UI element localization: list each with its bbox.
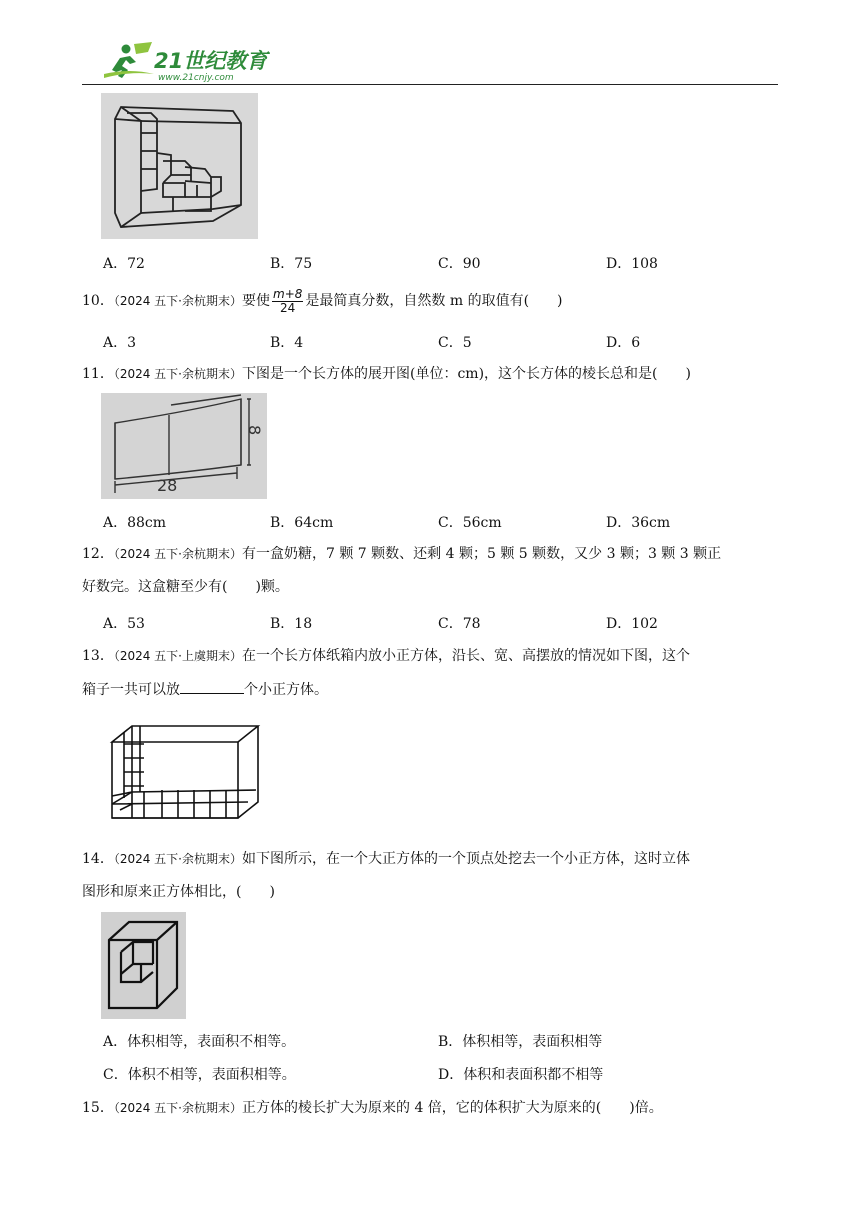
q10-source: （2024 五下·余杭期末）	[113, 294, 242, 308]
q15-number: 15．	[82, 1100, 114, 1116]
q9-figure	[101, 93, 258, 239]
q15-text: 正方体的棱长扩大为原来的 4 倍，它的体积扩大为原来的( )倍。	[242, 1100, 663, 1116]
q13-figure	[108, 722, 262, 822]
q10-option-a[interactable]: A．3	[103, 335, 137, 351]
q10-text-before: 要使	[242, 293, 270, 309]
q14-number: 14．	[82, 851, 114, 867]
q14-figure	[101, 912, 186, 1019]
q14-stem-line1	[82, 845, 690, 874]
q11-label-8: 8	[245, 425, 264, 436]
q11-text: 下图是一个长方体的展开图(单位：cm)，这个长方体的棱长总和是( )	[242, 366, 691, 382]
q14-text-line1: 如下图所示，在一个大正方体的一个顶点处挖去一个小正方体，这时立体	[242, 851, 690, 867]
q13-text-before-blank: 箱子一共可以放	[82, 682, 180, 698]
q12-number: 12．	[82, 546, 114, 562]
q10-fraction	[272, 288, 303, 315]
q10-fraction-numerator: m+8	[273, 286, 303, 301]
q14-stem-line2: 图形和原来正方体相比，( )	[82, 884, 275, 900]
q14-option-a[interactable]: A．体积相等，表面积不相等。	[103, 1034, 296, 1050]
q15-source: （2024 五下·余杭期末）	[113, 1101, 242, 1115]
q9-option-a[interactable]: A．72	[103, 256, 145, 272]
logo-main-text: 21世纪教育	[154, 49, 268, 73]
q11-number: 11．	[82, 366, 114, 382]
q14-source: （2024 五下·余杭期末）	[113, 852, 242, 866]
q11-option-b[interactable]: B．64cm	[270, 515, 334, 531]
q11-figure	[101, 393, 267, 499]
q12-option-a[interactable]: A．53	[103, 616, 145, 632]
q10-option-d[interactable]: D．6	[606, 335, 641, 351]
q10-stem	[82, 287, 563, 316]
header-divider	[82, 84, 778, 85]
q13-answer-blank[interactable]	[180, 679, 244, 694]
q13-source: （2024 五下·上虞期末）	[113, 649, 242, 663]
q13-text-line1: 在一个长方体纸箱内放小正方体，沿长、宽、高摆放的情况如下图，这个	[242, 648, 690, 664]
q14-option-c[interactable]: C．体积不相等，表面积相等。	[103, 1067, 296, 1083]
q12-option-d[interactable]: D．102	[606, 616, 658, 632]
q11-option-d[interactable]: D．36cm	[606, 515, 671, 531]
q13-text-after-blank: 个小正方体。	[244, 682, 328, 698]
q12-source: （2024 五下·余杭期末）	[113, 547, 242, 561]
q10-number: 10．	[82, 293, 114, 309]
q12-option-b[interactable]: B．18	[270, 616, 313, 632]
site-logo	[100, 40, 270, 84]
q10-text-after: 是最简真分数，自然数 m 的取值有( )	[305, 293, 563, 309]
q11-label-28: 28	[157, 476, 178, 495]
runner-icon	[104, 42, 154, 78]
q14-option-d[interactable]: D．体积和表面积都不相等	[438, 1067, 604, 1083]
q12-text-line1: 有一盒奶糖，7 颗 7 颗数、还剩 4 颗；5 颗 5 颗数，又少 3 颗；3 颗 3 颗正	[242, 546, 722, 562]
q15-stem	[82, 1094, 663, 1123]
q12-stem-line1	[82, 540, 721, 569]
q9-option-d[interactable]: D．108	[606, 256, 658, 272]
q11-stem	[82, 360, 691, 389]
q12-stem-line2: 好数完。这盒糖至少有( )颗。	[82, 579, 289, 595]
q12-option-c[interactable]: C．78	[438, 616, 481, 632]
q13-number: 13．	[82, 648, 114, 664]
q11-option-c[interactable]: C．56cm	[438, 515, 502, 531]
q9-option-c[interactable]: C．90	[438, 256, 481, 272]
q14-option-b[interactable]: B．体积相等，表面积相等	[438, 1034, 603, 1050]
q10-option-b[interactable]: B．4	[270, 335, 304, 351]
q10-option-c[interactable]: C．5	[438, 335, 472, 351]
q11-option-a[interactable]: A．88cm	[103, 515, 167, 531]
q11-source: （2024 五下·余杭期末）	[113, 367, 242, 381]
q10-fraction-denominator: 24	[280, 300, 296, 315]
q9-option-b[interactable]: B．75	[270, 256, 313, 272]
q13-stem-line2	[82, 676, 328, 705]
logo-sub-text: www.21cnjy.com	[158, 73, 234, 83]
q13-stem-line1	[82, 642, 690, 671]
